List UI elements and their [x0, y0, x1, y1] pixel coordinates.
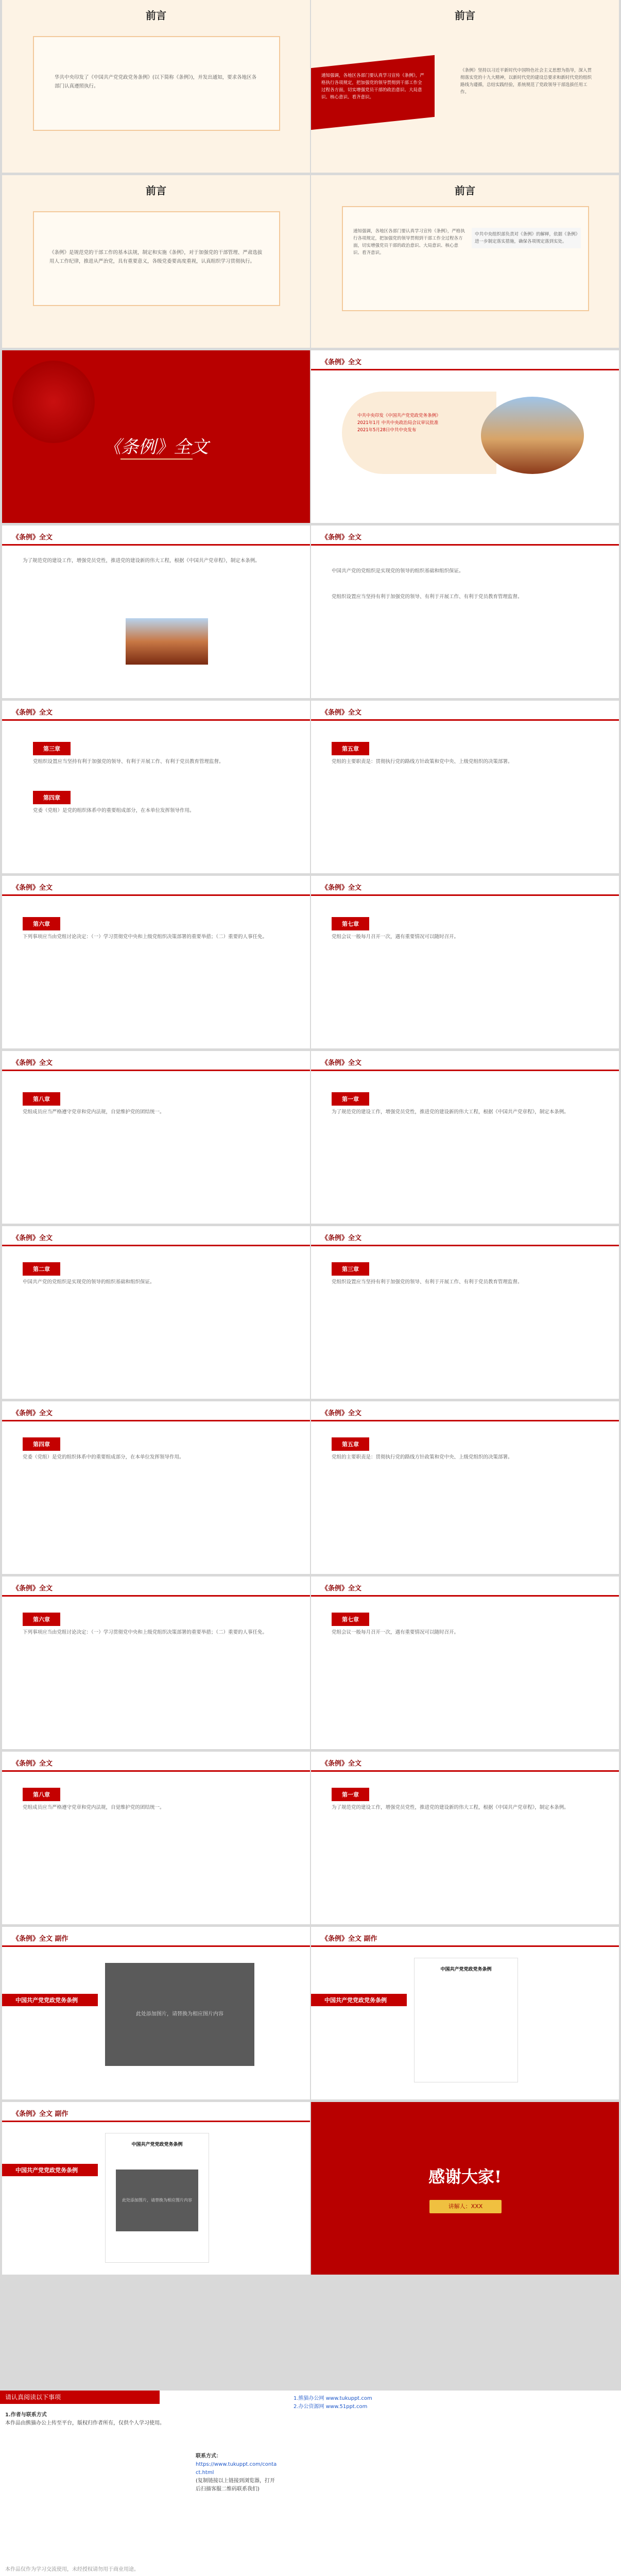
- section-title: 《条例》全文: [321, 1059, 362, 1067]
- chapter-text: 下列事项应当由党组讨论决定：（一）学习贯彻党中央和上级党组织决策部署的重要举措；（二）重要的人事任免。: [23, 1630, 268, 1635]
- chapter-text: 党委（党组）是党的组织体系中的重要组成部分，在本单位发挥领导作用。: [23, 1454, 184, 1460]
- poster-title: 中国共产党党政党务条例: [440, 1967, 492, 1972]
- chapter-text: 为了规范党的建设工作，增强党员党性，推进党的建设新的伟大工程，根据《中国共产党章程》，制定本条例。: [332, 1109, 569, 1115]
- notice-block: [5, 2411, 191, 2428]
- preface-frame: [33, 36, 280, 131]
- section-title: 《条例》全文: [12, 534, 53, 541]
- section-title: 《条例》全文: [321, 534, 362, 541]
- header-bar: [2, 1595, 310, 1597]
- chapter-text: 为了规范党的建设工作，增强党员党性，推进党的建设新的伟大工程，根据《中国共产党章程》，制定本条例。: [23, 558, 260, 564]
- section-title: 《条例》全文: [321, 709, 362, 717]
- header-bar: [2, 894, 310, 896]
- section-title: 《条例》全文: [12, 1585, 53, 1592]
- chapter-label: 第三章: [332, 1262, 369, 1276]
- section-title: 《条例》全文: [321, 1585, 362, 1592]
- section-title: 《条例》全文 副作: [321, 1935, 377, 1943]
- header-bar: [2, 1770, 310, 1772]
- disclaimer: 本作品仅作为学习交流使用，未经授权请勿用于商业用途。: [5, 2567, 139, 2572]
- chapter-text: 党组的主要职责是：贯彻执行党的路线方针政策和党中央、上级党组织的决策部署。: [332, 759, 513, 765]
- chapter-text: 党组成员应当严格遵守党章和党内法规，自觉维护党的团结统一。: [23, 1109, 165, 1115]
- palace-photo: [481, 397, 584, 474]
- chapter-label: 第八章: [23, 1092, 60, 1106]
- header-bar: [311, 1595, 619, 1597]
- chapter-label: 第二章: [23, 1262, 60, 1276]
- preface-text: 华共中央印发了《中国共产党党政党务条例》(以下简称《条例》)，并发出通知，要求各地区各部门认真遵照执行。: [55, 75, 257, 89]
- cover-slide: [2, 350, 310, 523]
- chapter-text: 下列事项应当由党组讨论决定：（一）学习贯彻党中央和上级党组织决策部署的重要举措；（二）重要的人事任免。: [23, 934, 268, 940]
- chapter-label: 第七章: [332, 917, 369, 930]
- section-title: 《条例》全文: [321, 884, 362, 892]
- download-slide-2: [311, 1927, 619, 2099]
- chapter-text: 党组会议一般每月召开一次，遇有重要情况可以随时召开。: [332, 1630, 459, 1635]
- chapter-text: 党组的主要职责是：贯彻执行党的路线方针政策和党中央、上级党组织的决策部署。: [332, 1454, 513, 1460]
- contact-block: [196, 2452, 278, 2494]
- chapter-slide-4: [311, 701, 619, 873]
- preface-left-text: 通知强调，各地区各部门要认真学习宣传《条例》，严格执行各项规定，把加强党的领导贯彻到干部工作全过程各方面，切实增强党员干部的政治意识、大局意识、核心意识、看齐意识。: [321, 73, 424, 100]
- thanks-slide: [311, 2102, 619, 2275]
- chapter-label: 第一章: [332, 1092, 369, 1106]
- poster-title: 中国共产党党政党务条例: [131, 2142, 183, 2147]
- chapter-label: 第三章: [33, 742, 71, 755]
- header-bar: [311, 1770, 619, 1772]
- chapter-text: 党委（党组）是党的组织体系中的重要组成部分，在本单位发挥领导作用。: [33, 808, 195, 814]
- thanks-sub: 讲解人：XXX: [429, 2200, 502, 2213]
- header-bar: [2, 2121, 310, 2122]
- chapter-slide-12: [311, 1401, 619, 1574]
- sites-block: [294, 2395, 448, 2411]
- cover-subtitle: 中共中央印发《中国共产党党政党务条例》 2021年1月 中共中央政治局会议审议批准 2021年5月28日中共中央发布: [357, 413, 441, 433]
- divider: [120, 459, 193, 460]
- chapter-label: 第八章: [23, 1788, 60, 1801]
- section-title: 《条例》全文: [321, 1234, 362, 1242]
- chapter-label: 第七章: [332, 1613, 369, 1626]
- download-slide-3: [2, 2102, 310, 2275]
- preface-slide-3: [2, 175, 310, 348]
- chapter-slide-7: [2, 1051, 310, 1224]
- preface-left-text: 通知强调，各地区各部门要认真学习宣传《条例》，严格执行各项规定，把加强党的领导贯彻到干部工作全过程各方面，切实增强党员干部的政治意识、大局意识、核心意识、看齐意识。: [353, 229, 465, 256]
- preface-right-text: 中共中央组织部负责对《条例》的解释，依据《条例》进一步制定落实措施，确保各项规定落到实处。: [472, 228, 581, 248]
- chapter-text: 党组织设置应当坚持有利于加强党的领导、有利于开展工作、有利于党员教育管理监督。: [332, 1279, 523, 1285]
- poster-ribbon: 中国共产党党政党务条例: [311, 1994, 407, 2006]
- preface-slide-1: [2, 0, 310, 173]
- section-title: 《条例》全文 副作: [12, 1935, 68, 1943]
- header-bar: [311, 1420, 619, 1421]
- chapter-slide-13: [2, 1577, 310, 1749]
- preface-title: 前言: [146, 9, 166, 22]
- site-1-link[interactable]: 1.熊猫办公网 www.tukuppt.com: [294, 2396, 372, 2401]
- chapter-slide-16: [311, 1752, 619, 1924]
- chapter-text: 党组会议一般每月召开一次，遇有重要情况可以随时召开。: [332, 934, 459, 940]
- preface-frame: [342, 206, 589, 311]
- temple-photo: [126, 618, 208, 665]
- site-2-link[interactable]: 2.办公资源网 www.51ppt.com: [294, 2404, 368, 2410]
- header-bar: [2, 1945, 310, 1947]
- poster-document: [414, 1958, 518, 2082]
- header-bar: [2, 719, 310, 721]
- chapter-text: 为了规范党的建设工作，增强党员党性，推进党的建设新的伟大工程，根据《中国共产党章程》，制定本条例。: [332, 1805, 569, 1810]
- cover-title: 《条例》全文: [104, 437, 209, 457]
- notice-text: 本作品由熊猫办公上传至平台，版权归作者所有，仅供个人学习使用。: [5, 2420, 165, 2426]
- header-bar: [311, 369, 619, 370]
- chapter-slide-9: [2, 1226, 310, 1399]
- header-bar: [2, 1245, 310, 1246]
- image-placeholder: 此处添加图片，请替换为相应图片内容: [105, 1963, 254, 2066]
- section-title: 《条例》全文: [12, 709, 53, 717]
- footer-info: [0, 2391, 621, 2576]
- cover-detail-slide: [311, 350, 619, 523]
- chapter-label: 第一章: [332, 1788, 369, 1801]
- header-bar: [2, 1070, 310, 1071]
- contact-url[interactable]: https://www.tukuppt.com/contact.html: [196, 2462, 277, 2476]
- header-bar: [2, 544, 310, 546]
- section-title: 《条例》全文: [321, 1760, 362, 1768]
- download-slide-1: [2, 1927, 310, 2099]
- chapter-slide-3: [2, 701, 310, 873]
- contact-label: 联系方式：: [196, 2453, 221, 2459]
- chapter-slide-1: [2, 526, 310, 698]
- header-bar: [311, 544, 619, 546]
- section-title: 《条例》全文: [12, 1059, 53, 1067]
- preface-title: 前言: [146, 184, 166, 197]
- chapter-slide-8: [311, 1051, 619, 1224]
- notice-title: 1.作者与联系方式: [5, 2412, 47, 2418]
- chapter-slide-5: [2, 876, 310, 1048]
- section-title: 《条例》全文: [12, 1234, 53, 1242]
- contact-note: (复制链接以上链接到浏览器，打开后扫描客服二维码联系我们): [196, 2478, 275, 2492]
- chapter-label: 第六章: [23, 1613, 60, 1626]
- section-title: 《条例》全文: [12, 1760, 53, 1768]
- header-bar: [311, 1945, 619, 1947]
- thanks-title: 感谢大家!: [428, 2167, 502, 2187]
- emblem-icon: [12, 361, 95, 443]
- chapter-text: 中国共产党的党组织是实现党的领导的组织基础和组织保证。: [332, 568, 464, 574]
- chapter-label: 第四章: [23, 1437, 60, 1451]
- preface-text: 《条例》是规范党的干部工作的基本法规，制定和实施《条例》，对于加强党的干部管理、严肃选拔用人工作纪律，推进从严治党，具有重要意义，各级党委要高度重视，认真组织学习贯彻执行。: [49, 250, 263, 264]
- chapter-label: 第五章: [332, 742, 369, 755]
- header-bar: [311, 894, 619, 896]
- chapter-slide-10: [311, 1226, 619, 1399]
- preface-title: 前言: [455, 9, 475, 22]
- chapter-text: 党组织设置应当坚持有利于加强党的领导、有利于开展工作、有利于党员教育管理监督。: [33, 759, 224, 765]
- preface-slide-2: [311, 0, 619, 173]
- poster-ribbon: 中国共产党党政党务条例: [2, 1994, 98, 2006]
- chapter-slide-6: [311, 876, 619, 1048]
- chapter-slide-11: [2, 1401, 310, 1574]
- preface-title: 前言: [455, 184, 475, 197]
- chapter-slide-14: [311, 1577, 619, 1749]
- section-title: 《条例》全文: [321, 359, 362, 366]
- header-bar: [311, 719, 619, 721]
- chapter-text: 中国共产党的党组织是实现党的领导的组织基础和组织保证。: [23, 1279, 155, 1285]
- preface-right-text: 《条例》坚持以习近平新时代中国特色社会主义思想为指导，深入贯彻落实党的十九大精神，以新时代党的建设总要求和新时代党的组织路线为遵循，总结实践经验，系统规范了党政领导干部选拔任用工作。: [460, 68, 592, 95]
- preface-frame: [33, 211, 280, 306]
- chapter-slide-2: [311, 526, 619, 698]
- preface-slide-4: [311, 175, 619, 348]
- footer-banner: 请认真阅读以下事项: [0, 2391, 160, 2404]
- chapter-text: 党组织设置应当坚持有利于加强党的领导、有利于开展工作、有利于党员教育管理监督。: [332, 594, 523, 600]
- header-bar: [311, 1070, 619, 1071]
- poster-document: [105, 2133, 209, 2263]
- section-title: 《条例》全文: [12, 1410, 53, 1417]
- section-title: 《条例》全文: [12, 884, 53, 892]
- chapter-label: 第四章: [33, 791, 71, 804]
- poster-ribbon: 中国共产党党政党务条例: [2, 2164, 98, 2176]
- chapter-text: 党组成员应当严格遵守党章和党内法规，自觉维护党的团结统一。: [23, 1805, 165, 1810]
- chapter-slide-15: [2, 1752, 310, 1924]
- chapter-label: 第六章: [23, 917, 60, 930]
- header-bar: [311, 1245, 619, 1246]
- header-bar: [2, 1420, 310, 1421]
- image-placeholder: 此处添加图片，请替换为相应图片内容: [116, 2170, 198, 2231]
- section-title: 《条例》全文 副作: [12, 2110, 68, 2118]
- chapter-label: 第五章: [332, 1437, 369, 1451]
- section-title: 《条例》全文: [321, 1410, 362, 1417]
